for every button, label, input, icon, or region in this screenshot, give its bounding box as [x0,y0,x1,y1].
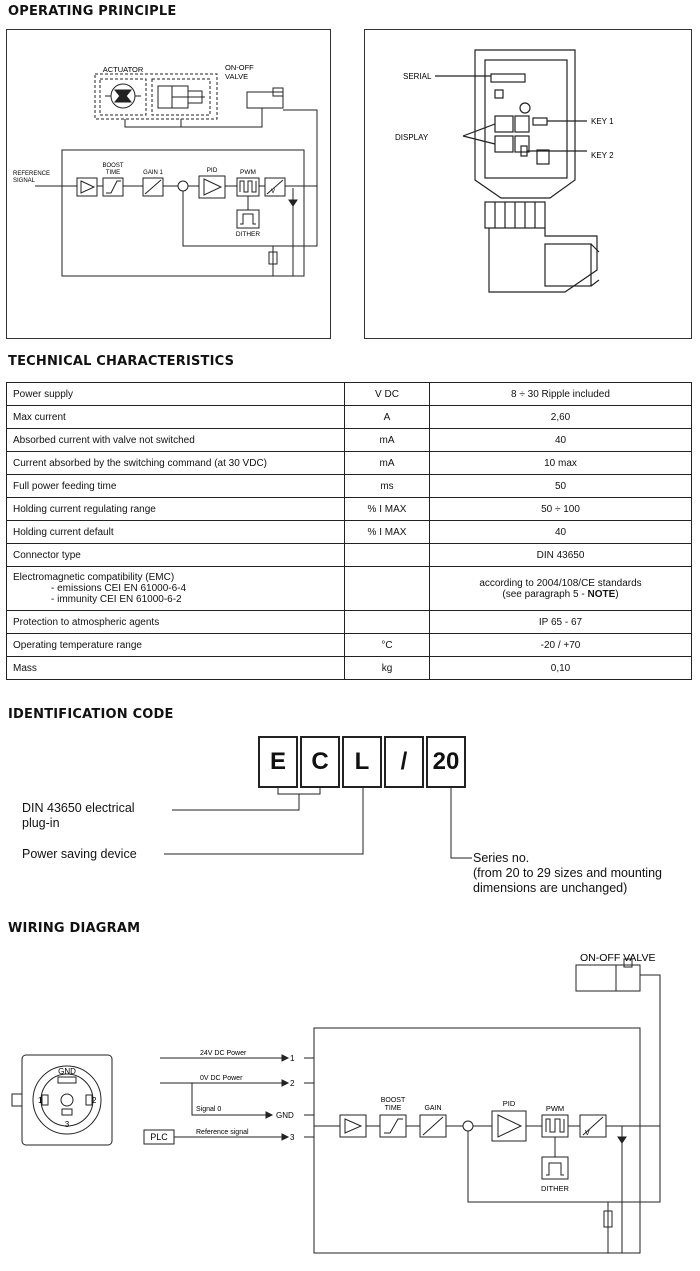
param-cell: Power supply [7,383,345,406]
value-cell: 10 max [430,452,692,475]
wiring-gain-label: GAIN [424,1105,442,1112]
unit-cell: mA [345,452,430,475]
param-cell: Operating temperature range [7,634,345,657]
pin3-label: 3 [290,1133,295,1142]
table-row-emc [7,567,692,611]
unit-cell: °C [345,634,430,657]
emc-title: Electromagnetic compatibility (EMC) [13,572,175,583]
table-row [7,611,692,634]
valve-label-2: VALVE [225,72,249,81]
valve-symbol [247,92,283,108]
pin2-label: 2 [290,1079,295,1088]
wiring-pwm-label: PWM [545,1104,565,1113]
block-diagram [7,30,330,338]
table-row [7,429,692,452]
table-row [7,383,692,406]
param-cell: Connector type [7,544,345,567]
gain-label: GAIN 1 [143,170,163,176]
emc-value-line2-post: ) [615,588,619,600]
unit-cell: V DC [345,383,430,406]
conn-1-label: 1 [38,1096,43,1105]
code-char-series: 20 [426,736,466,788]
unit-cell [345,611,430,634]
code-char-c: C [300,736,340,788]
value-cell: -20 / +70 [430,634,692,657]
wiring-boost-label-2: TIME [384,1105,402,1112]
table-row [7,657,692,680]
key1-label: KEY 1 [591,117,614,126]
series-label [473,851,662,896]
device-photo-box [364,29,692,339]
table-row [7,452,692,475]
table-row [7,544,692,567]
valve-label-1: ON-OFF [225,63,254,72]
section-title-wiring: WIRING DIAGRAM [8,921,141,936]
conn-3-label: 3 [64,1120,70,1129]
param-cell: Absorbed current with valve not switched [7,429,345,452]
conn-gnd-label: GND [58,1067,76,1076]
param-cell: Protection to atmospheric agents [7,611,345,634]
reference-label-2: SIGNAL [13,178,36,184]
pin1-label: 1 [290,1054,295,1063]
emc-value-note: NOTE [587,588,616,600]
din-line2: plug-in [22,816,60,830]
pid-label: PID [206,167,218,174]
wiring-valve-symbol [576,965,640,991]
boost-label-1: BOOST [102,163,124,169]
param-cell: Max current [7,406,345,429]
device-drawing [365,30,691,338]
series-line2: (from 20 to 29 sizes and mounting [473,866,662,880]
value-cell: DIN 43650 [430,544,692,567]
wiring-valve-label: ON-OFF VALVE [580,952,656,964]
emc-value-cell [430,567,692,611]
value-cell: 2,60 [430,406,692,429]
code-char-slash: / [384,736,424,788]
table-row [7,406,692,429]
wiring-dither-label: DITHER [541,1184,569,1193]
reference-label-1: REFERENCE [13,171,51,177]
unit-cell [345,544,430,567]
emc-immunity: - immunity CEI EN 61000-6-2 [51,594,182,605]
table-row [7,521,692,544]
emc-emissions: - emissions CEI EN 61000-6-4 [51,583,187,594]
value-cell: IP 65 - 67 [430,611,692,634]
dither-label: DITHER [235,231,261,238]
conn-2-label: 2 [92,1096,97,1105]
actuator-label: ACTUATOR [102,65,144,74]
reference-label: Reference signal [196,1129,249,1136]
din-line1: DIN 43650 electrical [22,801,135,815]
unit-cell: % I MAX [345,498,430,521]
value-cell: 0,10 [430,657,692,680]
unit-cell: mA [345,429,430,452]
wiring-boost-label-1: BOOST [380,1097,406,1104]
din-plug-label [22,801,135,831]
wiring-v-label: V [585,1130,590,1137]
power-saving-label: Power saving device [22,847,137,861]
connector-plug [489,228,597,292]
gnd-pin-label: GND [276,1111,294,1120]
power24-label: 24V DC Power [200,1050,247,1057]
emc-unit-cell [345,567,430,611]
value-cell: 40 [430,521,692,544]
code-char-e: E [258,736,298,788]
principle-diagram [6,29,331,339]
plc-label: PLC [150,1132,168,1142]
power0-label: 0V DC Power [200,1075,243,1082]
pwm-label: PWM [240,169,256,176]
series-line3: dimensions are unchanged) [473,881,628,895]
key2-label: KEY 2 [591,151,614,160]
unit-cell: kg [345,657,430,680]
param-cell: Full power feeding time [7,475,345,498]
value-cell: 40 [430,429,692,452]
value-cell: 50 ÷ 100 [430,498,692,521]
v-label: V [271,189,276,195]
unit-cell: % I MAX [345,521,430,544]
technical-table [6,382,692,680]
code-boxes [258,736,466,788]
param-cell: Holding current regulating range [7,498,345,521]
wiring-diagram [0,945,700,1271]
code-char-l: L [342,736,382,788]
section-title-identification: IDENTIFICATION CODE [8,707,174,722]
value-cell: 50 [430,475,692,498]
boost-label-2: TIME [105,170,121,176]
unit-cell: A [345,406,430,429]
emc-param-cell [7,567,345,611]
table-row [7,498,692,521]
table-row [7,475,692,498]
param-cell: Mass [7,657,345,680]
section-title-technical: TECHNICAL CHARACTERISTICS [8,354,235,369]
param-cell: Holding current default [7,521,345,544]
unit-cell: ms [345,475,430,498]
control-unit-box [314,1028,640,1253]
signal0-label: Signal 0 [196,1106,222,1113]
display-label: DISPLAY [395,133,429,142]
series-line1: Series no. [473,851,530,865]
value-cell: 8 ÷ 30 Ripple included [430,383,692,406]
section-title-operating-principle: OPERATING PRINCIPLE [8,4,177,19]
param-cell: Current absorbed by the switching command (at 30 VDC) [7,452,345,475]
wiring-pid-label: PID [502,1099,516,1108]
emc-value-line2-pre: (see paragraph 5 - [502,588,588,600]
emc-value-line1: according to 2004/108/CE standards [479,577,642,589]
serial-label: SERIAL [403,72,432,81]
table-row [7,634,692,657]
